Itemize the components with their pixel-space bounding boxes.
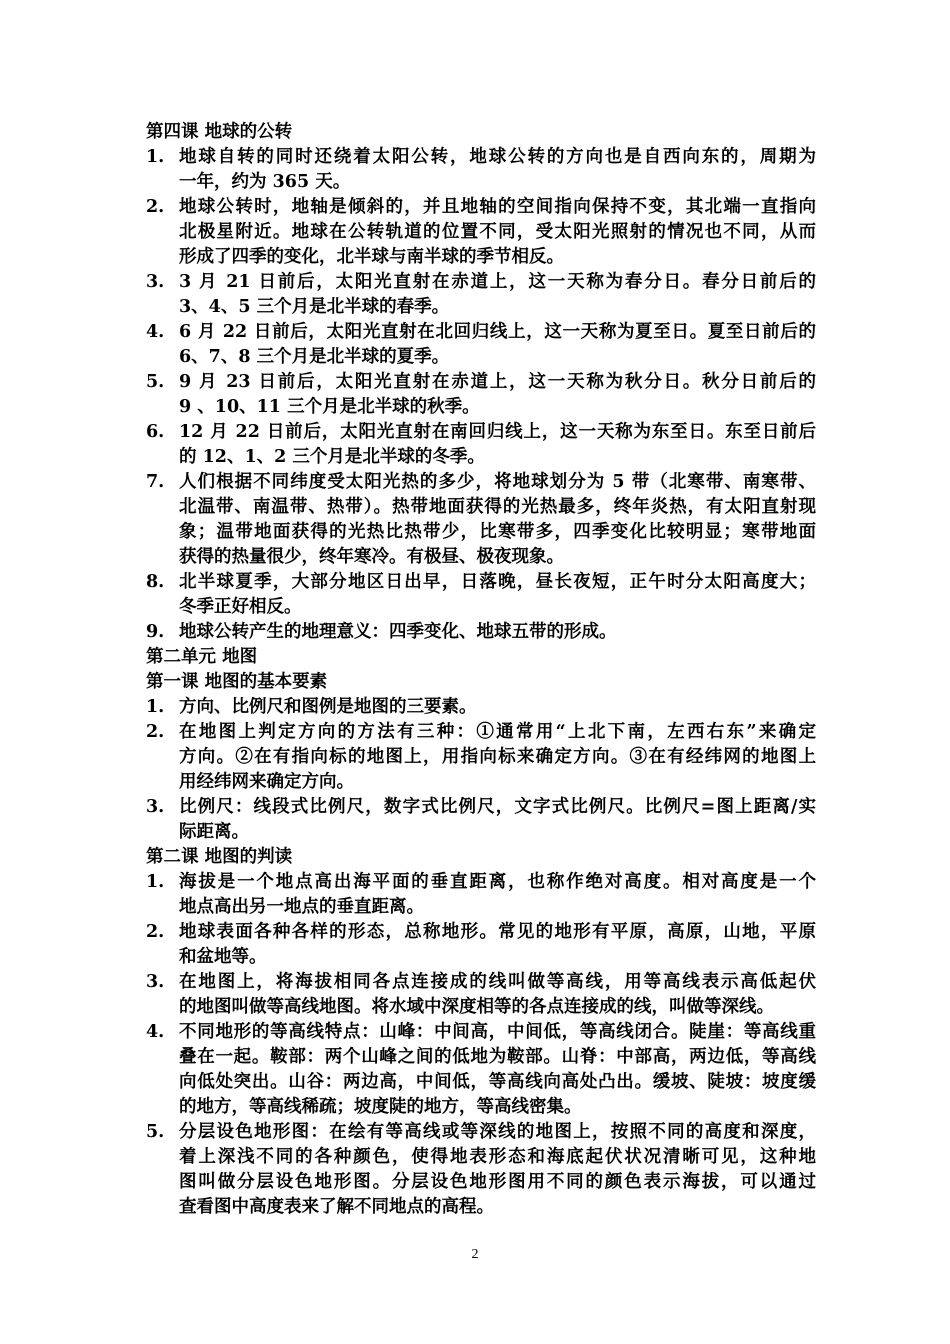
text-line: 北温带、南温带、热带）。热带地面获得的光热最多，终年炎热，有太阳直射现	[179, 497, 816, 517]
list-item	[146, 470, 816, 570]
list-item	[146, 870, 816, 920]
list-item-number: 2.	[146, 197, 165, 217]
list-item	[146, 920, 816, 970]
list-item-text	[179, 570, 816, 620]
text-line: 地球公转产生的地理意义：四季变化、地球五带的形成。	[179, 622, 617, 642]
list-item	[146, 970, 816, 1020]
list-item	[146, 270, 816, 320]
list-item-text	[179, 695, 816, 720]
text-line: 和盆地等。	[179, 947, 267, 967]
list-item-text	[179, 970, 816, 1020]
text-line: 9 、10、11 三个月是北半球的秋季。	[179, 397, 480, 417]
list-item-number: 3.	[146, 972, 165, 992]
list-item-text	[179, 1120, 816, 1220]
list-item	[146, 1120, 816, 1220]
list-item-number: 9.	[146, 622, 165, 642]
text-line: 6 月 22 日前后，太阳光直射在北回归线上，这一天称为夏至日。夏至日前后的	[179, 322, 816, 342]
list-item-text	[179, 145, 816, 195]
text-line: 叠在一起。鞍部：两个山峰之间的低地为鞍部。山脊：中部高，两边低，等高线	[179, 1047, 816, 1067]
list-item	[146, 570, 816, 620]
list-item-text	[179, 870, 816, 920]
section-heading: 第四课 地球的公转	[146, 122, 293, 142]
list-item-number: 5.	[146, 372, 165, 392]
list-item	[146, 620, 816, 645]
list-item-number: 4.	[146, 322, 165, 342]
text-line: 9 月 23 日前后，太阳光直射在赤道上，这一天称为秋分日。秋分日前后的	[179, 372, 816, 392]
text-line: 图叫做分层设色地形图。分层设色地形图用不同的颜色表示海拔，可以通过	[179, 1172, 816, 1192]
text-line: 分层设色地形图：在绘有等高线或等深线的地图上，按照不同的高度和深度，	[179, 1122, 816, 1142]
list-item-number: 3.	[146, 272, 165, 292]
text-line: 不同地形的等高线特点：山峰：中间高，中间低，等高线闭合。陡崖：等高线重	[179, 1022, 816, 1042]
text-line: 在地图上判定方向的方法有三种：①通常用“上北下南，左西右东”来确定	[179, 722, 816, 742]
section-heading: 第二单元 地图	[146, 647, 258, 667]
list-item-number: 1.	[146, 872, 165, 892]
list-item	[146, 1020, 816, 1120]
list-item-number: 6.	[146, 422, 165, 442]
list-item-number: 2.	[146, 722, 165, 742]
list-item-number: 1.	[146, 697, 165, 717]
list-item	[146, 370, 816, 420]
list-item-text	[179, 470, 816, 570]
section-heading: 第二课 地图的判读	[146, 847, 293, 867]
text-line: 的 12、1、2 三个月是北半球的冬季。	[179, 447, 485, 467]
text-line: 着上深浅不同的各种颜色，使得地表形态和海底起伏状况清晰可见，这种地	[179, 1147, 816, 1167]
list-item	[146, 695, 816, 720]
text-line: 用经纬网来确定方向。	[179, 772, 354, 792]
text-line: 12 月 22 日前后，太阳光直射在南回归线上，这一天称为东至日。东至日前后	[179, 422, 816, 442]
text-line: 向低处突出。山谷：两边高，中间低，等高线向高处凸出。缓坡、陡坡：坡度缓	[179, 1072, 816, 1092]
list-item-text	[179, 620, 816, 645]
text-line: 北半球夏季，大部分地区日出早，日落晚，昼长夜短，正午时分太阳高度大；	[179, 572, 816, 592]
list-item-number: 5.	[146, 1122, 165, 1142]
text-line: 地球表面各种各样的形态，总称地形。常见的地形有平原，高原，山地，平原	[179, 922, 816, 942]
text-line: 3、4、5 三个月是北半球的春季。	[179, 297, 450, 317]
list-item-text	[179, 195, 816, 270]
list-item-text	[179, 920, 816, 970]
text-line: 3 月 21 日前后，太阳光直射在赤道上，这一天称为春分日。春分日前后的	[179, 272, 816, 292]
list-item-number: 8.	[146, 572, 165, 592]
list-item	[146, 195, 816, 270]
text-line: 比例尺：线段式比例尺，数字式比例尺，文字式比例尺。比例尺=图上距离/实	[179, 797, 816, 817]
text-line: 北极星附近。地球在公转轨道的位置不同，受太阳光照射的情况也不同，从而	[179, 222, 816, 242]
list-item	[146, 720, 816, 795]
text-line: 方向、比例尺和图例是地图的三要素。	[179, 697, 477, 717]
list-item-text	[179, 320, 816, 370]
list-item-text	[179, 795, 816, 845]
text-line: 的地图叫做等高线地图。将水域中深度相等的各点连接成的线，叫做等深线。	[179, 997, 774, 1017]
list-item-text	[179, 420, 816, 470]
text-line: 际距离。	[179, 822, 249, 842]
text-line: 地球自转的同时还绕着太阳公转，地球公转的方向也是自西向东的，周期为	[179, 147, 816, 167]
list-item-text	[179, 720, 816, 795]
text-line: 海拔是一个地点高出海平面的垂直距离，也称作绝对高度。相对高度是一个	[179, 872, 816, 892]
list-item-text	[179, 270, 816, 320]
text-line: 方向。②在有指向标的地图上，用指向标来确定方向。③在有经纬网的地图上	[179, 747, 816, 767]
section-heading: 第一课 地图的基本要素	[146, 672, 328, 692]
list-item-text	[179, 370, 816, 420]
text-line: 象；温带地面获得的光热比热带少，比寒带多，四季变化比较明显；寒带地面	[179, 522, 816, 542]
list-item	[146, 795, 816, 845]
text-line: 在地图上，将海拔相同各点连接成的线叫做等高线，用等高线表示高低起伏	[179, 972, 816, 992]
text-line: 一年，约为 365 天。	[179, 172, 351, 192]
text-line: 6、7、8 三个月是北半球的夏季。	[179, 347, 450, 367]
list-item-number: 4.	[146, 1022, 165, 1042]
list-item-number: 1.	[146, 147, 165, 167]
page-number: 2	[471, 1247, 479, 1262]
text-line: 形成了四季的变化，北半球与南半球的季节相反。	[179, 247, 564, 267]
list-item	[146, 320, 816, 370]
text-line: 的地方，等高线稀疏；坡度陡的地方，等高线密集。	[179, 1097, 582, 1117]
list-item	[146, 145, 816, 195]
document-body	[146, 120, 816, 1220]
list-item-text	[179, 1020, 816, 1120]
text-line: 冬季正好相反。	[179, 597, 302, 617]
list-item-number: 3.	[146, 797, 165, 817]
list-item-number: 7.	[146, 472, 165, 492]
list-item-number: 2.	[146, 922, 165, 942]
text-line: 查看图中高度表来了解不同地点的高程。	[179, 1197, 494, 1217]
text-line: 地球公转时，地轴是倾斜的，并且地轴的空间指向保持不变，其北端一直指向	[179, 197, 816, 217]
text-line: 地点高出另一地点的垂直距离。	[179, 897, 424, 917]
text-line: 人们根据不同纬度受太阳光热的多少，将地球划分为 5 带（北寒带、南寒带、	[179, 472, 816, 492]
text-line: 获得的热量很少，终年寒冷。有极昼、极夜现象。	[179, 547, 564, 567]
list-item	[146, 420, 816, 470]
